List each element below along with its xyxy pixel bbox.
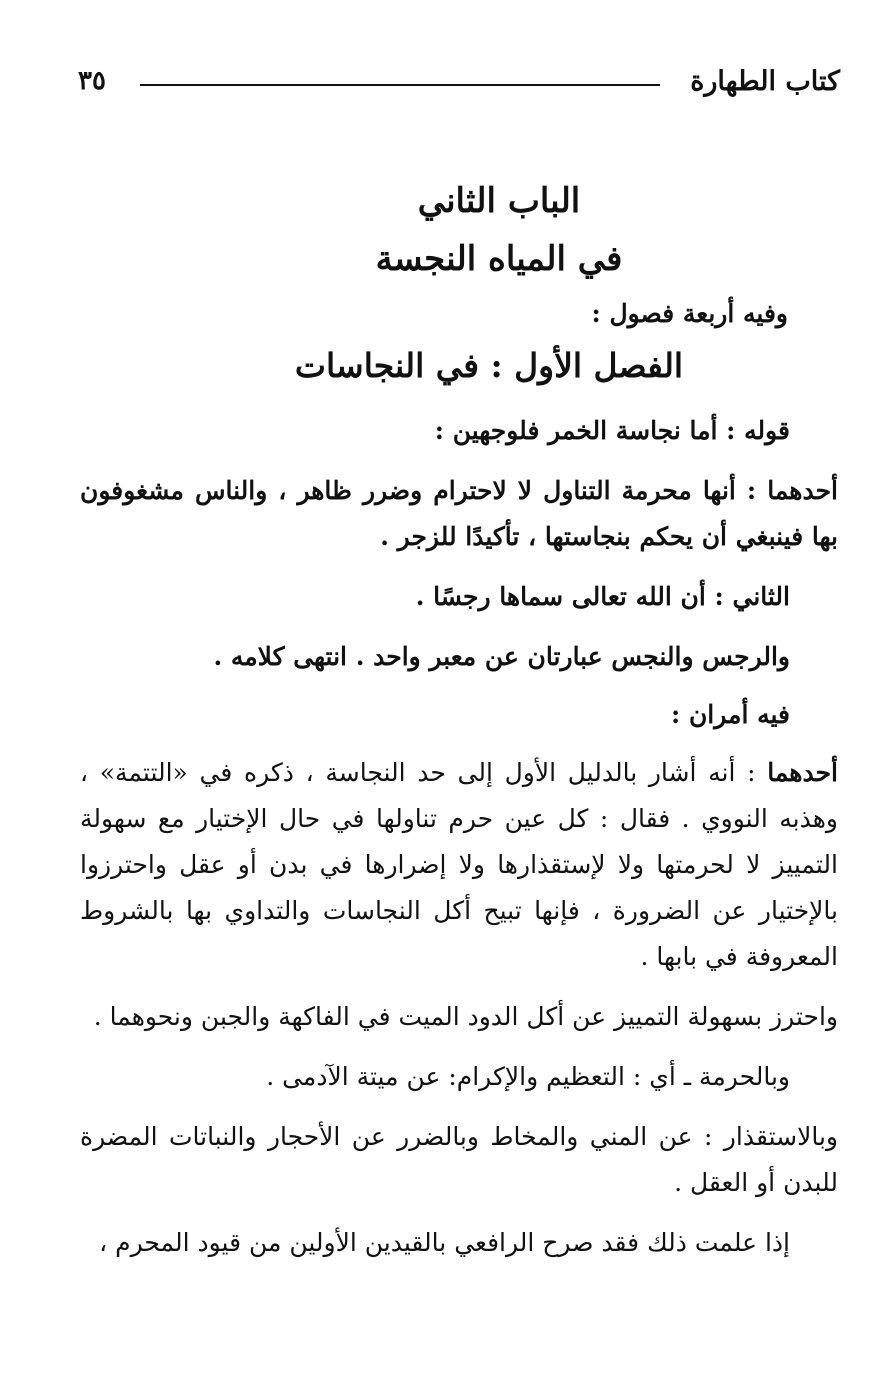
paragraph-9: وبالاستقذار : عن المني والمخاط وبالضرر عن الأحجار والنباتات المضرة للبدن أو العقل . bbox=[80, 1122, 838, 1197]
page-number: ٣٥ bbox=[78, 66, 106, 96]
page-body bbox=[80, 172, 838, 1266]
chapter-title: الباب الثاني bbox=[417, 181, 581, 221]
paragraph-1: قوله : أما نجاسة الخمر فلوجهين : bbox=[434, 416, 790, 445]
chapter-intro: وفيه أربعة فصول : bbox=[591, 299, 788, 328]
paragraph-6-text: : أنه أشار بالدليل الأول إلى حد النجاسة ، ذكره في «التتمة» ، وهذبه النووي . فقال : كل عين حرم تناولها في حال الإختيار مع سهولة التمييز لا لحرمتها ولا لإستقذارها ولا إضرارها في بدن أو عقل واحترزوا بالإختيار عن الضرورة ، فإنها تبيح أكل النجاسات والتداوي بها بالشروط المعروفة في بابها . bbox=[80, 758, 838, 971]
paragraph-6 bbox=[80, 750, 838, 980]
paragraph-2: أحدهما : أنها محرمة التناول لا لاحترام وضرر ظاهر ، والناس مشغوفون بها فينبغي أن يحكم بنجاستها ، تأكيدًا للزجر . bbox=[80, 476, 838, 551]
paragraph-5: فيه أمران : bbox=[671, 700, 790, 729]
paragraph-8: وبالحرمة ـ أي : التعظيم والإكرام: عن ميتة الآدمى . bbox=[266, 1062, 790, 1091]
paragraph-4: والرجس والنجس عبارتان عن معبر واحد . انتهى كلامه . bbox=[213, 642, 790, 671]
running-header bbox=[78, 62, 840, 102]
chapter-subtitle: في المياه النجسة bbox=[375, 239, 623, 279]
header-rule bbox=[140, 84, 660, 86]
paragraph-6-lead: أحدهما bbox=[767, 758, 838, 787]
header-book-title: كتاب الطهارة bbox=[690, 66, 840, 97]
paragraph-10: إذا علمت ذلك فقد صرح الرافعي بالقيدين الأولين من قيود المحرم ، bbox=[99, 1228, 790, 1257]
paragraph-7: واحترز بسهولة التمييز عن أكل الدود الميت في الفاكهة والجبن ونحوهما . bbox=[93, 1002, 838, 1031]
section-heading: الفصل الأول : في النجاسات bbox=[294, 346, 684, 385]
paragraph-3: الثاني : أن الله تعالى سماها رجسًا . bbox=[415, 582, 790, 611]
